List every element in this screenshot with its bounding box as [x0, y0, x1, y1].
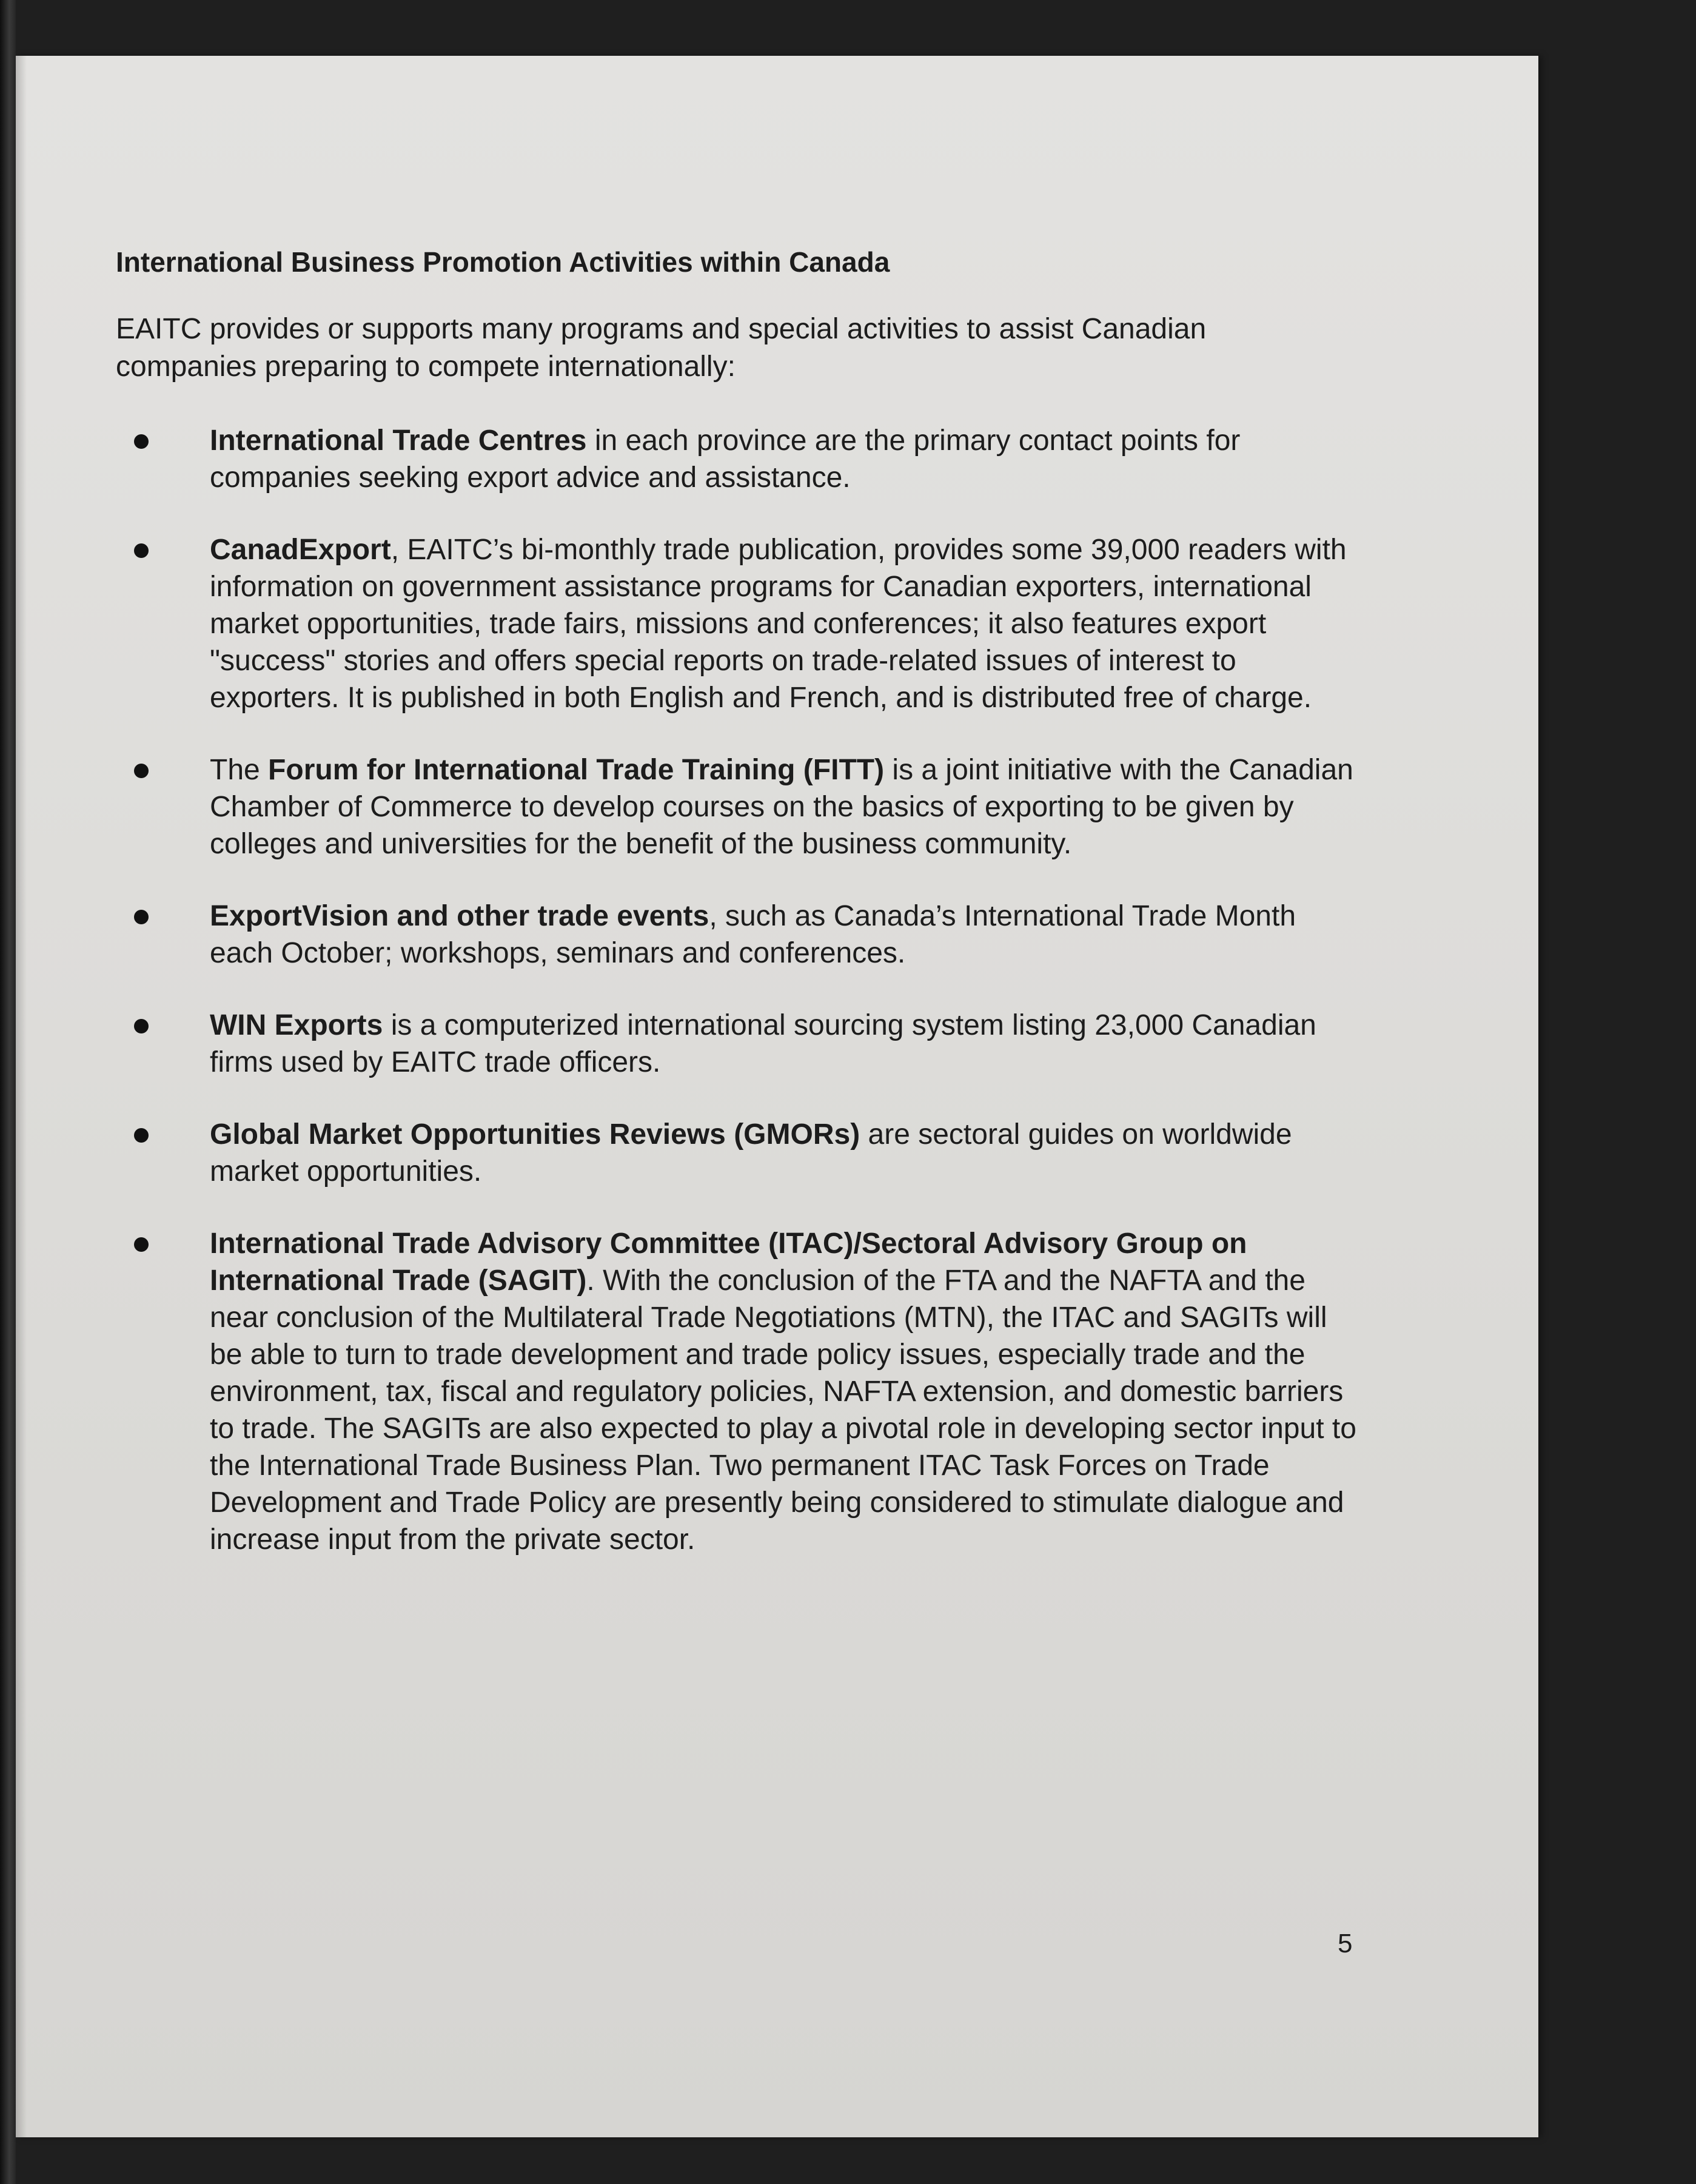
bullet-lead: International Trade Centres: [210, 425, 587, 457]
bullet-icon: [134, 1128, 149, 1143]
book-spine: [0, 0, 16, 2184]
bullet-icon: [134, 1019, 149, 1033]
bullet-text: are sectoral guides on worldwide market opportunities.: [210, 1118, 1292, 1188]
bullet-item: [116, 1116, 1362, 1190]
bullet-text: , such as Canada’s International Trade Month each October; workshops, seminars and conferences.: [210, 900, 1296, 969]
page-content: [116, 244, 1383, 1593]
bullet-text: . With the conclusion of the FTA and the NAFTA and the near conclusion of the Multilateral Trade Negotiations (MTN), the ITAC and SAGITs will be able to turn to trade development and trade policy issues, especially trade and the environment, tax, fiscal and regulatory policies, NAFTA extension, and domestic barriers to trade. The SAGITs are also expected to play a pivotal role in developing sector input to the International Trade Business Plan. Two permanent ITAC Task Forces on Trade Development and Trade Policy are presently being considered to stimulate dialogue and increase input from the private sector.: [210, 1265, 1356, 1556]
bullet-lead: ExportVision and other trade events: [210, 900, 709, 932]
bullet-text: , EAITC’s bi-monthly trade publication, provides some 39,000 readers with information on government assistance programs for Canadian exporters, international market opportunities, trade fairs, missions and conferences; it also features export "success" stories and offers special reports on trade-related issues of interest to exporters. It is published in both English and French, and is distributed free of charge.: [210, 534, 1347, 714]
bullet-lead: WIN Exports: [210, 1009, 383, 1041]
bullet-lead: Global Market Opportunities Reviews (GMORs): [210, 1118, 860, 1151]
bullet-icon: [134, 764, 149, 778]
bullet-item: [116, 1225, 1362, 1558]
bullet-icon: [134, 1237, 149, 1252]
bullet-item: [116, 531, 1362, 716]
bullet-item: [116, 422, 1362, 496]
intro-paragraph: EAITC provides or supports many programs and special activities to assist Canadian companies preparing to compete internationally:: [116, 313, 1207, 383]
section-heading: International Business Promotion Activities within Canada: [116, 246, 890, 278]
bullet-prefix: The: [210, 754, 269, 786]
bullet-item: [116, 751, 1362, 862]
page-number: 5: [1338, 1929, 1353, 1958]
bullet-list: [116, 422, 1383, 1558]
bullet-text: is a computerized international sourcing system listing 23,000 Canadian firms used by EAITC trade officers.: [210, 1009, 1316, 1078]
bullet-lead: Forum for International Trade Training (FITT): [268, 754, 885, 786]
bullet-icon: [134, 543, 149, 558]
bullet-item: [116, 898, 1362, 972]
bullet-item: [116, 1007, 1362, 1081]
bullet-lead: International Trade Advisory Committee (ITAC)/Sectoral Advisory Group on International Trade (SAGIT): [210, 1228, 1247, 1297]
document-page: [16, 56, 1538, 2137]
bullet-icon: [134, 434, 149, 449]
bullet-text: is a joint initiative with the Canadian Chamber of Commerce to develop courses on the basics of exporting to be given by colleges and universities for the benefit of the business community.: [210, 754, 1353, 860]
bullet-lead: CanadExport: [210, 534, 391, 566]
bullet-icon: [134, 910, 149, 924]
bullet-text: in each province are the primary contact points for companies seeking export advice and assistance.: [210, 425, 1241, 494]
